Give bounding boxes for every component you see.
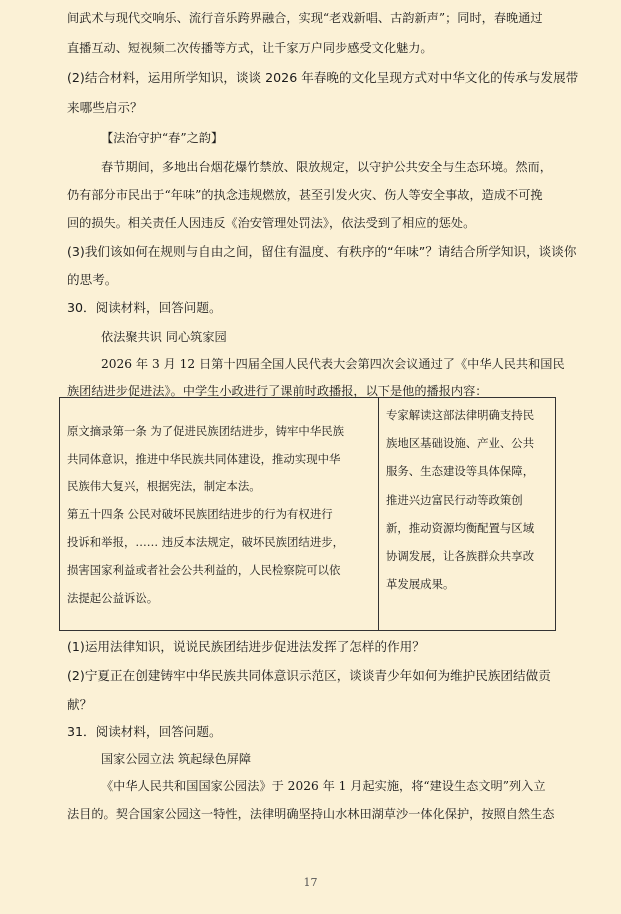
question-30-2-line-2: 献？: [67, 697, 93, 712]
table-left-line: 第五十四条 公民对破坏民族团结进步的行为有权进行: [67, 507, 333, 521]
table-right-line: 专家解读这部法律明确支持民: [386, 408, 535, 422]
question-30-1: (1)运用法律知识，说说民族团结进步促进法发挥了怎样的作用？: [67, 639, 425, 654]
law-paragraph-line-1: 春节期间，多地出台烟花爆竹禁放、限放规定，以守护公共安全与生态环境。然而，: [101, 160, 552, 174]
table-right-line: 族地区基础设施、产业、公共: [386, 436, 535, 450]
table-left-line: 民族伟大复兴，根据宪法，制定本法。: [67, 479, 261, 493]
question-30-paragraph-line-1: 2026 年 3 月 12 日第十四届全国人民代表大会第四次会议通过了《中华人民共和国民: [101, 357, 565, 371]
table-right-line: 革发展成果。: [386, 577, 455, 591]
table-right-line: 新，推动资源均衡配置与区域: [386, 521, 535, 535]
table-left-line: 损害国家利益或者社会公共利益的，人民检察院可以依: [67, 563, 341, 577]
law-paragraph-line-2: 仍有部分市民出于“年味”的执念违规燃放，甚至引发火灾、伤人等安全事故，造成不可挽: [67, 188, 543, 202]
question-3-line-1: (3)我们该如何在规则与自由之间，留住有温度、有秩序的“年味”？请结合所学知识，谈谈你: [67, 244, 577, 259]
question-31-paragraph-line-1: 《中华人民共和国国家公园法》于 2026 年 1 月起实施，将“建设生态文明”列入立: [101, 779, 546, 793]
intro-line-1: 间武术与现代交响乐、流行音乐跨界融合，实现“老戏新唱、古韵新声”；同时，春晚通过: [67, 11, 543, 25]
question-2-line-1: (2)结合材料，运用所学知识，谈谈 2026 年春晚的文化呈现方式对中华文化的传承与发展带: [67, 70, 579, 85]
table-right-line: 推进兴边富民行动等政策创: [386, 493, 523, 507]
question-31-paragraph-line-2: 法目的。契合国家公园这一特性，法律明确坚持山水林田湖草沙一体化保护，按照自然生态: [67, 807, 555, 821]
law-paragraph-line-3: 回的损失。相关责任人因违反《治安管理处罚法》，依法受到了相应的惩处。: [67, 216, 476, 230]
question-30-subtitle: 依法聚共识 同心筑家园: [101, 330, 227, 344]
table-right-line: 协调发展，让各族群众共享改: [386, 549, 535, 563]
question-3-line-2: 的思考。: [67, 272, 118, 287]
table-left-line: 共同体意识，推进中华民族共同体建设，推动实现中华: [67, 452, 341, 466]
table-left-line: 投诉和举报，…… 违反本法规定，破坏民族团结进步，: [67, 535, 344, 549]
table-right-line: 服务、生态建设等具体保障，: [386, 464, 535, 478]
material-table: [59, 397, 556, 631]
page-number: 17: [303, 876, 318, 889]
question-31-header: 31．阅读材料，回答问题。: [67, 724, 222, 739]
table-divider: [378, 398, 379, 630]
intro-line-2: 直播互动、短视频二次传播等方式，让千家万户同步感受文化魅力。: [67, 41, 433, 55]
question-2-line-2: 来哪些启示？: [67, 100, 143, 115]
question-30-paragraph-line-2: 族团结进步促进法》。中学生小政进行了课前时政播报，以下是他的播报内容：: [67, 384, 488, 398]
table-left-line: 原文摘录第一条 为了促进民族团结进步，铸牢中华民族: [67, 424, 344, 438]
question-30-header: 30．阅读材料，回答问题。: [67, 300, 222, 315]
question-31-subtitle: 国家公园立法 筑起绿色屏障: [101, 752, 252, 766]
question-30-2-line-1: (2)宁夏正在创建铸牢中华民族共同体意识示范区，谈谈青少年如何为维护民族团结做贡: [67, 668, 551, 683]
section-title-law: 【法治守护“春”之韵】: [101, 131, 224, 145]
table-left-line: 法提起公益诉讼。: [67, 591, 159, 605]
